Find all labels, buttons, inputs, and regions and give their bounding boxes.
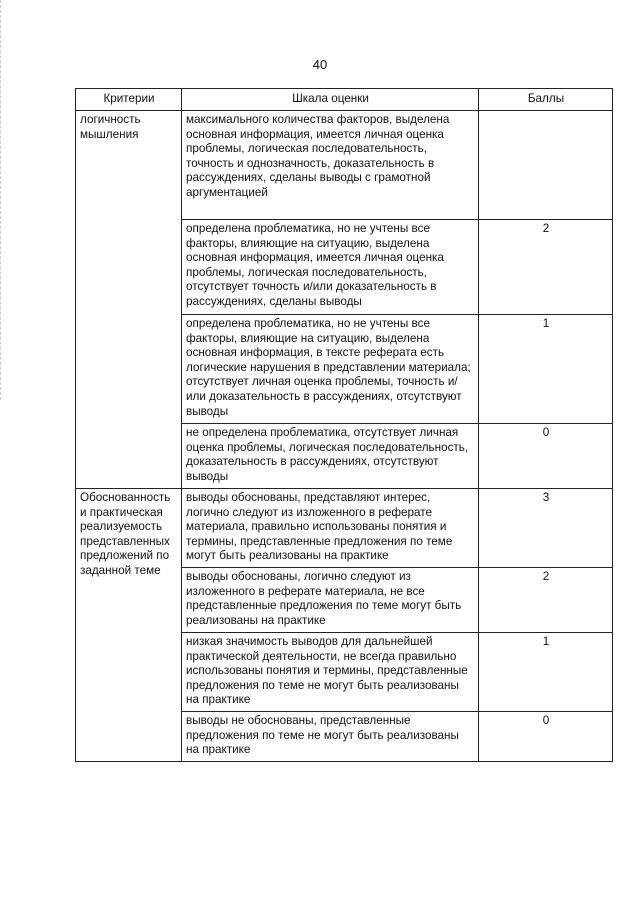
- score-value: 1: [479, 315, 613, 424]
- scale-description: выводы обоснованы, представляют интерес, логично следуют из изложенного в реферате материала, правильно использованы понятия и термины, представленные предложения по теме могут быть реализованы на практике: [182, 489, 479, 568]
- header-scale: Шкала оценки: [182, 89, 479, 111]
- scale-description: максимального количества факторов, выделена основная информация, имеется личная оценка проблемы, логическая последовательность, точность и однозначность, доказательность в рассуждениях, сделаны выводы с грамотной аргументацией: [182, 111, 479, 220]
- page-number: 40: [312, 57, 328, 72]
- criterion-validity-feasibility: Обоснованность и практическая реализуемость представленных предложений по заданной теме: [76, 489, 182, 762]
- score-value: 2: [479, 220, 613, 315]
- score-value: 0: [479, 424, 613, 489]
- evaluation-criteria-table: [75, 88, 613, 762]
- scale-description: определена проблематика, но не учтены все факторы, влияющие на ситуацию, выделена основная информация, имеется личная оценка проблемы, логическая последовательность, отсутствует точность и/или доказательность в рассуждениях, сделаны выводы: [182, 220, 479, 315]
- table-row: [76, 111, 613, 220]
- header-criteria: Критерии: [76, 89, 182, 111]
- scale-description: определена проблематика, но не учтены все факторы, влияющие на ситуацию, выделена основная информация, в тексте реферата есть логические нарушения в представлении материала; отсутствует личная оценка проблемы, точность и/или доказательность в рассуждениях, отсутствуют выводы: [182, 315, 479, 424]
- header-score: Баллы: [479, 89, 613, 111]
- criterion-logical-thinking: логичность мышления: [76, 111, 182, 489]
- scale-description: не определена проблематика, отсутствует личная оценка проблемы, логическая последовательность, доказательность в рассуждениях, отсутствуют выводы: [182, 424, 479, 489]
- score-value: 1: [479, 633, 613, 712]
- table-header-row: [76, 89, 613, 111]
- scale-description: низкая значимость выводов для дальнейшей практической деятельности, не всегда правильно использованы понятия и термины, представленные предложения по теме не могут быть реализованы на практике: [182, 633, 479, 712]
- score-value: 0: [479, 712, 613, 762]
- score-value: 2: [479, 568, 613, 633]
- scale-description: выводы обоснованы, логично следуют из изложенного в реферате материала, не все представленные предложения по теме могут быть реализованы на практике: [182, 568, 479, 633]
- scale-description: выводы не обоснованы, представленные предложения по теме не могут быть реализованы на практике: [182, 712, 479, 762]
- score-value: [479, 111, 613, 220]
- table-row: [76, 489, 613, 568]
- score-value: 3: [479, 489, 613, 568]
